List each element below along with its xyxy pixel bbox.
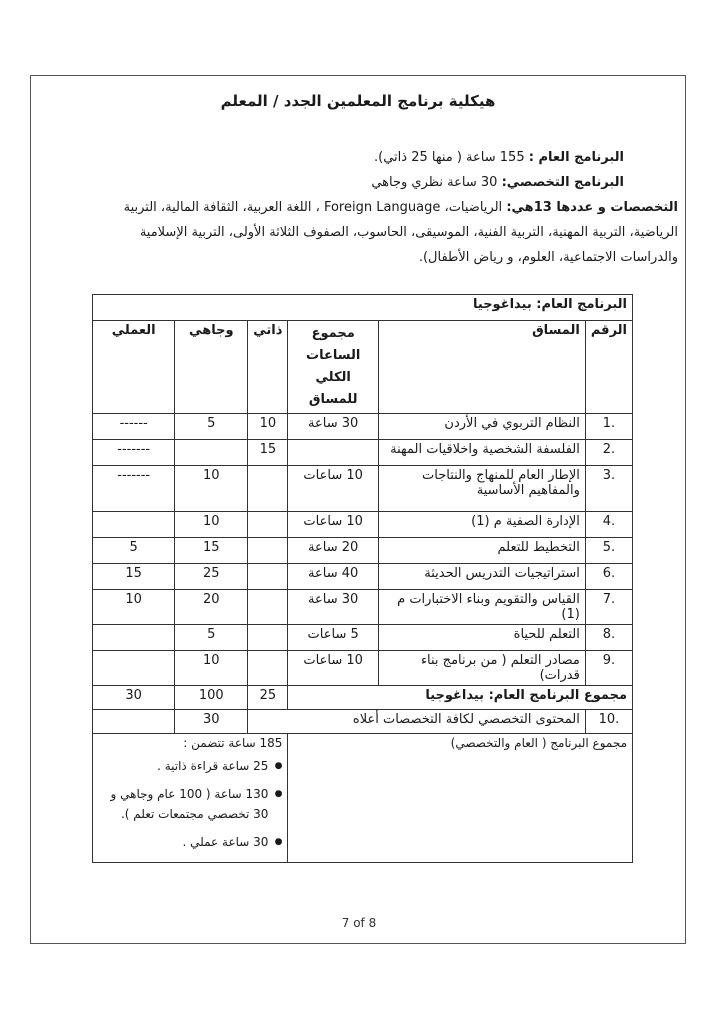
page-number: 7 of 8 (341, 916, 377, 930)
grand-total-item: ● 130 ساعة ( 100 عام وجاهي و 30 تخصصي مجتمعات تعلم ). (98, 784, 282, 824)
row-total-hours: 30 ساعة (288, 590, 378, 625)
sum-in-person: 100 (175, 686, 248, 710)
row-self-hours (248, 512, 288, 538)
page-title: هيكلية برنامج المعلمين الجدد / المعلم (220, 92, 496, 110)
row-practical-hours (93, 512, 175, 538)
row-total-hours: 10 ساعات (288, 466, 378, 512)
row-course: النظام التربوي في الأردن (378, 414, 585, 440)
table-row (93, 466, 633, 512)
sum-row (93, 686, 633, 710)
row-number: .1 (585, 414, 632, 440)
table-row (93, 538, 633, 564)
row-self-hours (248, 625, 288, 651)
header-in-person: وجاهي (175, 321, 248, 414)
row-course: الفلسفة الشخصية واخلاقيات المهنة (378, 440, 585, 466)
row-in-person-hours: 25 (175, 564, 248, 590)
specializations-line-3: والدراسات الاجتماعية، العلوم، و رياض الأطفال). (418, 250, 678, 265)
table-row (93, 564, 633, 590)
row-in-person-hours (175, 440, 248, 466)
header-practical: العملي (93, 321, 175, 414)
row-self-hours (248, 564, 288, 590)
row-number: .7 (585, 590, 632, 625)
row-self-hours (248, 590, 288, 625)
row-practical-hours: ------ (93, 414, 175, 440)
grand-total-label: مجموع البرنامج ( العام والتخصصي) (288, 734, 633, 863)
table-row (93, 651, 633, 686)
row-self-hours (248, 466, 288, 512)
row-in-person-hours: 15 (175, 538, 248, 564)
specializations-text-1: الرياضيات، Foreign Language ، اللغة العربية، الثقافة المالية، التربية (123, 200, 503, 215)
row-10-practical (93, 710, 175, 734)
row-self-hours: 15 (248, 440, 288, 466)
row-10-number: .10 (585, 710, 632, 734)
row-total-hours: 40 ساعة (288, 564, 378, 590)
row-in-person-hours: 20 (175, 590, 248, 625)
row-total-hours: 30 ساعة (288, 414, 378, 440)
grand-total-row (93, 734, 633, 863)
header-self: ذاتي (248, 321, 288, 414)
specializations-line-2: الرياضية، التربية المهنية، التربية الفنية، الموسيقى، الحاسوب، الصفوف الثلاثة الأولى، التربية الإسلامية (139, 225, 678, 240)
row-practical-hours: ------- (93, 466, 175, 512)
grand-total-list (98, 756, 282, 852)
sum-self: 25 (248, 686, 288, 710)
table-row (93, 512, 633, 538)
row-number: .9 (585, 651, 632, 686)
header-total: مجموع الساعات الكلي للمساق (288, 321, 378, 414)
table-caption: البرنامج العام: بيداغوجيا (93, 295, 633, 321)
general-program-line (374, 150, 624, 165)
grand-total-intro: 185 ساعة تتضمن : (183, 736, 283, 750)
sum-practical: 30 (93, 686, 175, 710)
row-total-hours: 10 ساعات (288, 512, 378, 538)
row-number: .3 (585, 466, 632, 512)
specialized-program-text: 30 ساعة نظري وجاهي (371, 175, 498, 190)
row-in-person-hours: 10 (175, 651, 248, 686)
row-practical-hours: 5 (93, 538, 175, 564)
program-table (92, 294, 633, 863)
row-total-hours: 20 ساعة (288, 538, 378, 564)
row-number: .2 (585, 440, 632, 466)
row-course: القياس والتقويم وبناء الاختبارات م (1) (378, 590, 585, 625)
row-10-in-person: 30 (175, 710, 248, 734)
row-number: .8 (585, 625, 632, 651)
row-course: استراتيجيات التدريس الحديثة (378, 564, 585, 590)
row-course: التخطيط للتعلم (378, 538, 585, 564)
row-in-person-hours: 10 (175, 512, 248, 538)
specializations-label: التخصصات و عددها 13هي: (506, 200, 678, 215)
grand-total-item: ● 30 ساعة عملي . (98, 832, 282, 852)
row-practical-hours (93, 625, 175, 651)
row-practical-hours (93, 651, 175, 686)
specializations-line-1 (124, 200, 678, 215)
row-practical-hours: ------- (93, 440, 175, 466)
grand-total-details (93, 734, 288, 863)
general-program-label: البرنامج العام : (528, 150, 624, 165)
header-number: الرقم (585, 321, 632, 414)
row-in-person-hours: 5 (175, 414, 248, 440)
row-practical-hours: 15 (93, 564, 175, 590)
row-course: الإطار العام للمنهاج والنتاجات والمفاهيم الأساسية (378, 466, 585, 512)
table-row (93, 625, 633, 651)
row-10-course: المحتوى التخصصي لكافة التخصصات أعلاه (248, 710, 586, 734)
specialized-program-label: البرنامج التخصصي: (501, 175, 624, 190)
sum-label: مجموع البرنامج العام: بيداغوجيا (288, 686, 633, 710)
row-number: .5 (585, 538, 632, 564)
row-in-person-hours: 5 (175, 625, 248, 651)
row-total-hours: 10 ساعات (288, 651, 378, 686)
row-total-hours (288, 440, 378, 466)
row-course: التعلم للحياة (378, 625, 585, 651)
table-row (93, 440, 633, 466)
row-self-hours: 10 (248, 414, 288, 440)
grand-total-item: ● 25 ساعة قراءة ذاتية . (98, 756, 282, 776)
row-self-hours (248, 538, 288, 564)
row-10 (93, 710, 633, 734)
specialized-program-line (371, 175, 624, 190)
row-number: .4 (585, 512, 632, 538)
row-self-hours (248, 651, 288, 686)
row-total-hours: 5 ساعات (288, 625, 378, 651)
row-in-person-hours: 10 (175, 466, 248, 512)
table-row (93, 590, 633, 625)
row-course: الإدارة الصفية م (1) (378, 512, 585, 538)
row-course: مصادر التعلم ( من برنامج بناء قدرات) (378, 651, 585, 686)
row-number: .6 (585, 564, 632, 590)
header-course: المساق (378, 321, 585, 414)
row-practical-hours: 10 (93, 590, 175, 625)
general-program-text: 155 ساعة ( منها 25 ذاتي). (374, 150, 525, 165)
table-row (93, 414, 633, 440)
